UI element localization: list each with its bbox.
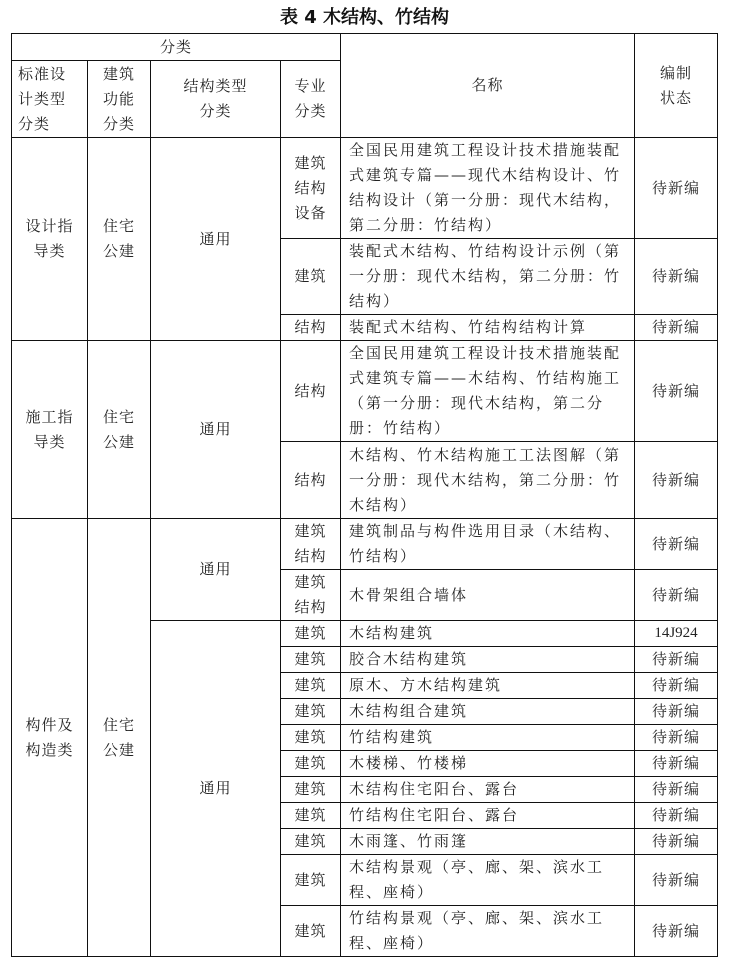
cell-name: 原木、方木结构建筑 <box>341 673 635 699</box>
header-function: 建筑功能分类 <box>88 61 151 138</box>
cell-name: 胶合木结构建筑 <box>341 647 635 673</box>
cell-status: 待新编 <box>635 751 718 777</box>
cell-status: 待新编 <box>635 138 718 239</box>
cell-name: 木结构、竹木结构施工工法图解（第一分册：现代木结构，第二分册：竹木结构） <box>341 442 635 519</box>
cell-standard: 施工指导类 <box>12 341 88 519</box>
table-row <box>12 519 718 570</box>
cell-name: 木楼梯、竹楼梯 <box>341 751 635 777</box>
cell-status: 待新编 <box>635 855 718 906</box>
header-structure-type: 结构类型分类 <box>151 61 281 138</box>
cell-status: 待新编 <box>635 341 718 442</box>
cell-name: 竹结构住宅阳台、露台 <box>341 803 635 829</box>
cell-discipline: 结构 <box>281 315 341 341</box>
cell-discipline: 结构 <box>281 442 341 519</box>
cell-name: 竹结构景观（亭、廊、架、滨水工程、座椅） <box>341 906 635 957</box>
cell-function: 住宅公建 <box>88 341 151 519</box>
cell-discipline: 建筑 <box>281 803 341 829</box>
cell-discipline: 建筑 <box>281 647 341 673</box>
cell-structure: 通用 <box>151 519 281 621</box>
cell-status: 待新编 <box>635 699 718 725</box>
table-row <box>12 138 718 239</box>
cell-discipline: 建筑结构 <box>281 519 341 570</box>
cell-discipline: 建筑 <box>281 777 341 803</box>
cell-function: 住宅公建 <box>88 519 151 957</box>
cell-structure: 通用 <box>151 621 281 957</box>
cell-status: 待新编 <box>635 673 718 699</box>
cell-name: 全国民用建筑工程设计技术措施装配式建筑专篇——木结构、竹结构施工（第一分册：现代木结构，第二分册：竹结构） <box>341 341 635 442</box>
cell-discipline: 建筑 <box>281 673 341 699</box>
cell-status: 14J924 <box>635 621 718 647</box>
cell-status: 待新编 <box>635 647 718 673</box>
cell-discipline: 建筑 <box>281 829 341 855</box>
cell-status: 待新编 <box>635 803 718 829</box>
cell-standard: 设计指导类 <box>12 138 88 341</box>
cell-function: 住宅公建 <box>88 138 151 341</box>
cell-name: 木结构住宅阳台、露台 <box>341 777 635 803</box>
header-status: 编制状态 <box>635 34 718 138</box>
table-row <box>12 341 718 442</box>
cell-name: 竹结构建筑 <box>341 725 635 751</box>
cell-status: 待新编 <box>635 239 718 315</box>
cell-name: 木结构景观（亭、廊、架、滨水工程、座椅） <box>341 855 635 906</box>
cell-name: 木结构建筑 <box>341 621 635 647</box>
cell-discipline: 建筑 <box>281 725 341 751</box>
cell-standard: 构件及构造类 <box>12 519 88 957</box>
cell-structure: 通用 <box>151 341 281 519</box>
standards-table <box>11 33 718 957</box>
header-name: 名称 <box>341 34 635 138</box>
header-group-classification: 分类 <box>12 34 341 61</box>
cell-name: 木骨架组合墙体 <box>341 570 635 621</box>
cell-structure: 通用 <box>151 138 281 341</box>
cell-name: 建筑制品与构件选用目录（木结构、竹结构） <box>341 519 635 570</box>
cell-discipline: 建筑 <box>281 239 341 315</box>
cell-discipline: 建筑 <box>281 699 341 725</box>
cell-discipline: 建筑 <box>281 621 341 647</box>
header-discipline: 专业分类 <box>281 61 341 138</box>
cell-discipline: 建筑 <box>281 906 341 957</box>
cell-discipline: 结构 <box>281 341 341 442</box>
cell-status: 待新编 <box>635 442 718 519</box>
cell-name: 装配式木结构、竹结构结构计算 <box>341 315 635 341</box>
table-title: 表 4 木结构、竹结构 <box>279 7 450 28</box>
cell-discipline: 建筑结构设备 <box>281 138 341 239</box>
cell-name: 木结构组合建筑 <box>341 699 635 725</box>
cell-status: 待新编 <box>635 906 718 957</box>
cell-status: 待新编 <box>635 725 718 751</box>
cell-status: 待新编 <box>635 777 718 803</box>
cell-name: 装配式木结构、竹结构设计示例（第一分册：现代木结构，第二分册：竹结构） <box>341 239 635 315</box>
cell-status: 待新编 <box>635 829 718 855</box>
header-standard-type: 标准设计类型分类 <box>12 61 88 138</box>
cell-name: 木雨篷、竹雨篷 <box>341 829 635 855</box>
cell-status: 待新编 <box>635 315 718 341</box>
cell-discipline: 建筑结构 <box>281 570 341 621</box>
cell-discipline: 建筑 <box>281 855 341 906</box>
cell-status: 待新编 <box>635 519 718 570</box>
cell-name: 全国民用建筑工程设计技术措施装配式建筑专篇——现代木结构设计、竹结构设计（第一分册：现代木结构，第二分册：竹结构） <box>341 138 635 239</box>
cell-status: 待新编 <box>635 570 718 621</box>
cell-discipline: 建筑 <box>281 751 341 777</box>
